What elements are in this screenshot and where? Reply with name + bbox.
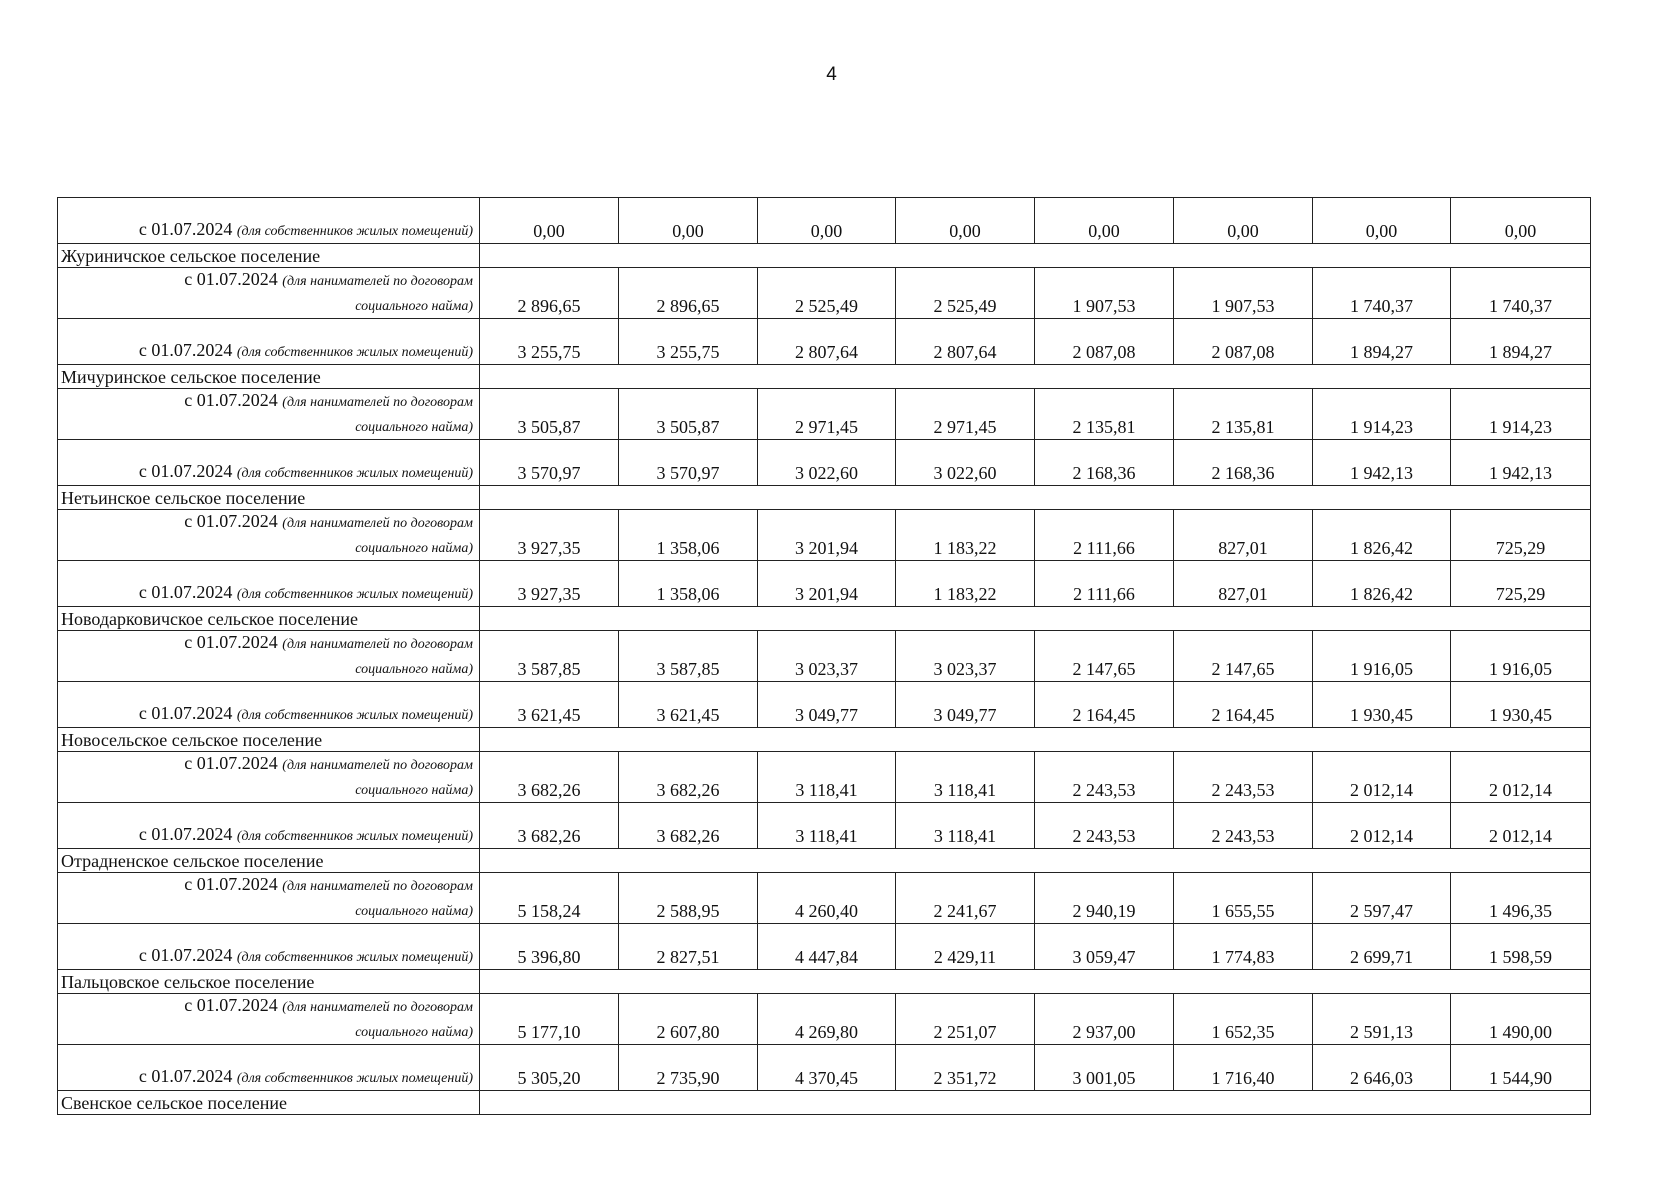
row-label (58, 682, 480, 728)
row-label (58, 440, 480, 486)
tariff-value-cell: 3 255,75 (619, 319, 758, 365)
tariff-value-cell: 3 682,26 (619, 752, 758, 803)
section-row (58, 970, 1591, 994)
row-label-date: с 01.07.2024 (184, 632, 278, 652)
section-row (58, 1091, 1591, 1115)
tariff-value-cell: 2 243,53 (1035, 803, 1174, 849)
tariff-value-cell: 2 111,66 (1035, 561, 1174, 607)
row-label-date: с 01.07.2024 (138, 219, 233, 239)
tariff-value-cell: 2 971,45 (758, 389, 896, 440)
owners-tariff-row (58, 319, 1591, 365)
tariff-value-cell: 0,00 (480, 198, 619, 244)
tariff-value-cell: 3 682,26 (480, 803, 619, 849)
row-label (58, 631, 480, 682)
tariff-value-cell: 1 826,42 (1313, 561, 1451, 607)
row-label (58, 752, 480, 803)
tariff-value-cell: 3 022,60 (896, 440, 1035, 486)
tariff-value-cell: 1 496,35 (1451, 873, 1591, 924)
row-label-note: социального найма) (355, 783, 473, 798)
owners-tariff-row (58, 803, 1591, 849)
section-row (58, 244, 1591, 268)
owners-tariff-row (58, 561, 1591, 607)
tariff-value-cell: 2 429,11 (896, 924, 1035, 970)
tariff-value-cell: 2 241,67 (896, 873, 1035, 924)
owners-tariff-row (58, 198, 1591, 244)
tariff-value-cell: 3 682,26 (619, 803, 758, 849)
tariff-value-cell: 1 907,53 (1035, 268, 1174, 319)
section-title: Новосельское сельское поселение (58, 728, 480, 752)
tariff-value-cell: 3 927,35 (480, 510, 619, 561)
tariff-value-cell: 1 183,22 (896, 561, 1035, 607)
tenants-tariff-row (58, 268, 1591, 319)
tariff-value-cell: 4 269,80 (758, 994, 896, 1045)
tariff-value-cell: 2 896,65 (480, 268, 619, 319)
row-label-note: социального найма) (355, 662, 473, 677)
tariff-value-cell: 3 001,05 (1035, 1045, 1174, 1091)
row-label (58, 561, 480, 607)
tariff-value-cell: 2 588,95 (619, 873, 758, 924)
row-label-note: социального найма) (355, 904, 473, 919)
tariff-value-cell: 725,29 (1451, 561, 1591, 607)
row-label-note: (для собственников жилых помещений) (236, 345, 473, 360)
tariff-value-cell: 2 937,00 (1035, 994, 1174, 1045)
row-label (58, 1045, 480, 1091)
row-label-note: (для собственников жилых помещений) (236, 950, 473, 965)
tariff-value-cell: 1 894,27 (1313, 319, 1451, 365)
tariff-value-cell: 3 023,37 (758, 631, 896, 682)
tenants-tariff-row (58, 994, 1591, 1045)
tenants-tariff-row (58, 631, 1591, 682)
row-label-date: с 01.07.2024 (184, 511, 278, 531)
tariff-value-cell: 1 907,53 (1174, 268, 1313, 319)
tariff-value-cell: 3 255,75 (480, 319, 619, 365)
row-label-note: социального найма) (355, 420, 473, 435)
row-label-date: с 01.07.2024 (138, 582, 233, 602)
section-row (58, 849, 1591, 873)
row-label (58, 994, 480, 1045)
tenants-tariff-row (58, 389, 1591, 440)
tariff-value-cell: 2 243,53 (1174, 752, 1313, 803)
tariff-value-cell: 1 914,23 (1451, 389, 1591, 440)
tariff-value-cell: 5 396,80 (480, 924, 619, 970)
tariff-value-cell: 3 505,87 (480, 389, 619, 440)
section-blank-cell (480, 365, 1591, 389)
tariff-value-cell: 3 587,85 (480, 631, 619, 682)
row-label-note: социального найма) (355, 299, 473, 314)
tariff-value-cell: 1 716,40 (1174, 1045, 1313, 1091)
tariff-value-cell: 3 201,94 (758, 510, 896, 561)
tariff-value-cell: 1 183,22 (896, 510, 1035, 561)
tariff-value-cell: 2 351,72 (896, 1045, 1035, 1091)
tariff-value-cell: 3 022,60 (758, 440, 896, 486)
tariff-value-cell: 725,29 (1451, 510, 1591, 561)
tariff-value-cell: 1 598,59 (1451, 924, 1591, 970)
tariff-value-cell: 2 827,51 (619, 924, 758, 970)
tariff-table-body (58, 198, 1591, 1115)
tariff-value-cell: 5 177,10 (480, 994, 619, 1045)
tariff-value-cell: 2 135,81 (1174, 389, 1313, 440)
tariff-value-cell: 1 740,37 (1451, 268, 1591, 319)
tariff-value-cell: 2 597,47 (1313, 873, 1451, 924)
tariff-value-cell: 2 940,19 (1035, 873, 1174, 924)
row-label (58, 510, 480, 561)
tariff-value-cell: 2 164,45 (1174, 682, 1313, 728)
tariff-value-cell: 2 164,45 (1035, 682, 1174, 728)
tariff-value-cell: 2 591,13 (1313, 994, 1451, 1045)
tariff-value-cell: 4 370,45 (758, 1045, 896, 1091)
tariff-value-cell: 2 111,66 (1035, 510, 1174, 561)
tariff-value-cell: 1 930,45 (1451, 682, 1591, 728)
row-label-date: с 01.07.2024 (184, 390, 278, 410)
row-label (58, 198, 480, 244)
tariff-value-cell: 5 158,24 (480, 873, 619, 924)
row-label-note: социального найма) (355, 541, 473, 556)
tariff-value-cell: 2 012,14 (1451, 752, 1591, 803)
tariff-value-cell: 2 525,49 (896, 268, 1035, 319)
tariff-value-cell: 2 135,81 (1035, 389, 1174, 440)
tariff-value-cell: 1 916,05 (1451, 631, 1591, 682)
tariff-value-cell: 3 118,41 (758, 752, 896, 803)
row-label-note: (для нанимателей по договорам (282, 637, 473, 652)
row-label-date: с 01.07.2024 (138, 340, 233, 360)
section-blank-cell (480, 728, 1591, 752)
row-label (58, 389, 480, 440)
row-label-date: с 01.07.2024 (138, 945, 233, 965)
row-label-note: (для собственников жилых помещений) (236, 587, 473, 602)
section-blank-cell (480, 486, 1591, 510)
tariff-value-cell: 1 544,90 (1451, 1045, 1591, 1091)
row-label-note: (для нанимателей по договорам (282, 395, 473, 410)
tariff-value-cell: 2 087,08 (1035, 319, 1174, 365)
section-title: Журиничское сельское поселение (58, 244, 480, 268)
section-blank-cell (480, 970, 1591, 994)
tenants-tariff-row (58, 873, 1591, 924)
tariff-value-cell: 3 587,85 (619, 631, 758, 682)
tariff-value-cell: 1 942,13 (1451, 440, 1591, 486)
row-label-date: с 01.07.2024 (138, 824, 233, 844)
tariff-value-cell: 2 012,14 (1451, 803, 1591, 849)
tariff-value-cell: 827,01 (1174, 561, 1313, 607)
tariff-value-cell: 1 914,23 (1313, 389, 1451, 440)
row-label-note: (для собственников жилых помещений) (236, 829, 473, 844)
tariff-value-cell: 1 358,06 (619, 510, 758, 561)
tariff-value-cell: 3 059,47 (1035, 924, 1174, 970)
tariff-value-cell: 2 251,07 (896, 994, 1035, 1045)
owners-tariff-row (58, 1045, 1591, 1091)
tariff-value-cell: 3 570,97 (619, 440, 758, 486)
tariff-value-cell: 3 927,35 (480, 561, 619, 607)
tariff-value-cell: 0,00 (619, 198, 758, 244)
section-title: Нетьинское сельское поселение (58, 486, 480, 510)
tariff-value-cell: 0,00 (1451, 198, 1591, 244)
owners-tariff-row (58, 440, 1591, 486)
owners-tariff-row (58, 682, 1591, 728)
row-label-note: (для нанимателей по договорам (282, 879, 473, 894)
row-label (58, 803, 480, 849)
tariff-value-cell: 3 118,41 (758, 803, 896, 849)
tariff-value-cell: 4 260,40 (758, 873, 896, 924)
section-blank-cell (480, 607, 1591, 631)
tariff-value-cell: 1 930,45 (1313, 682, 1451, 728)
tariff-table (57, 197, 1591, 1115)
tariff-value-cell: 3 049,77 (758, 682, 896, 728)
row-label-date: с 01.07.2024 (138, 703, 233, 723)
row-label-note: (для собственников жилых помещений) (236, 224, 473, 239)
tariff-value-cell: 3 118,41 (896, 803, 1035, 849)
tariff-value-cell: 3 505,87 (619, 389, 758, 440)
tariff-value-cell: 2 012,14 (1313, 803, 1451, 849)
tariff-value-cell: 0,00 (1313, 198, 1451, 244)
tariff-value-cell: 2 896,65 (619, 268, 758, 319)
tariff-value-cell: 1 774,83 (1174, 924, 1313, 970)
tariff-value-cell: 2 607,80 (619, 994, 758, 1045)
tariff-value-cell: 2 699,71 (1313, 924, 1451, 970)
row-label (58, 268, 480, 319)
section-title: Новодарковичское сельское поселение (58, 607, 480, 631)
section-title: Отрадненское сельское поселение (58, 849, 480, 873)
tariff-value-cell: 3 023,37 (896, 631, 1035, 682)
tariff-value-cell: 827,01 (1174, 510, 1313, 561)
tariff-value-cell: 2 971,45 (896, 389, 1035, 440)
tariff-value-cell: 1 916,05 (1313, 631, 1451, 682)
tariff-value-cell: 2 525,49 (758, 268, 896, 319)
row-label-date: с 01.07.2024 (184, 269, 278, 289)
tariff-value-cell: 2 168,36 (1035, 440, 1174, 486)
tariff-value-cell: 3 621,45 (619, 682, 758, 728)
row-label-note: (для нанимателей по договорам (282, 516, 473, 531)
tariff-value-cell: 2 168,36 (1174, 440, 1313, 486)
row-label-note: (для нанимателей по договорам (282, 758, 473, 773)
tariff-value-cell: 2 012,14 (1313, 752, 1451, 803)
section-title: Свенское сельское поселение (58, 1091, 480, 1115)
row-label (58, 873, 480, 924)
tariff-value-cell: 1 655,55 (1174, 873, 1313, 924)
section-row (58, 607, 1591, 631)
tariff-value-cell: 1 490,00 (1451, 994, 1591, 1045)
tariff-value-cell: 2 243,53 (1035, 752, 1174, 803)
tariff-value-cell: 3 118,41 (896, 752, 1035, 803)
row-label-note: (для собственников жилых помещений) (236, 708, 473, 723)
tariff-value-cell: 3 049,77 (896, 682, 1035, 728)
section-title: Пальцовское сельское поселение (58, 970, 480, 994)
section-title: Мичуринское сельскоe поселение (58, 365, 480, 389)
tariff-value-cell: 2 147,65 (1174, 631, 1313, 682)
owners-tariff-row (58, 924, 1591, 970)
tariff-value-cell: 1 942,13 (1313, 440, 1451, 486)
section-row (58, 486, 1591, 510)
row-label-date: с 01.07.2024 (138, 1066, 233, 1086)
row-label (58, 924, 480, 970)
tariff-value-cell: 3 570,97 (480, 440, 619, 486)
tariff-value-cell: 1 740,37 (1313, 268, 1451, 319)
tariff-value-cell: 3 621,45 (480, 682, 619, 728)
tariff-value-cell: 0,00 (758, 198, 896, 244)
tariff-value-cell: 0,00 (1174, 198, 1313, 244)
tariff-value-cell: 2 807,64 (896, 319, 1035, 365)
row-label-note: социального найма) (355, 1025, 473, 1040)
tariff-value-cell: 2 087,08 (1174, 319, 1313, 365)
tariff-value-cell: 5 305,20 (480, 1045, 619, 1091)
tenants-tariff-row (58, 510, 1591, 561)
row-label-note: (для собственников жилых помещений) (236, 1071, 473, 1086)
section-row (58, 728, 1591, 752)
tariff-value-cell: 4 447,84 (758, 924, 896, 970)
tariff-value-cell: 2 735,90 (619, 1045, 758, 1091)
section-row (58, 365, 1591, 389)
tariff-value-cell: 3 201,94 (758, 561, 896, 607)
section-blank-cell (480, 244, 1591, 268)
page-number: 4 (826, 64, 837, 85)
row-label-note: (для нанимателей по договорам (282, 1000, 473, 1015)
tariff-value-cell: 2 646,03 (1313, 1045, 1451, 1091)
tariff-value-cell: 2 243,53 (1174, 803, 1313, 849)
row-label-note: (для нанимателей по договорам (282, 274, 473, 289)
tariff-value-cell: 1 358,06 (619, 561, 758, 607)
tariff-value-cell: 0,00 (1035, 198, 1174, 244)
tariff-value-cell: 2 807,64 (758, 319, 896, 365)
tariff-value-cell: 1 826,42 (1313, 510, 1451, 561)
row-label-note: (для собственников жилых помещений) (236, 466, 473, 481)
tenants-tariff-row (58, 752, 1591, 803)
tariff-value-cell: 1 894,27 (1451, 319, 1591, 365)
row-label-date: с 01.07.2024 (184, 995, 278, 1015)
section-blank-cell (480, 1091, 1591, 1115)
row-label-date: с 01.07.2024 (184, 753, 278, 773)
tariff-value-cell: 0,00 (896, 198, 1035, 244)
tariff-value-cell: 1 652,35 (1174, 994, 1313, 1045)
row-label-date: с 01.07.2024 (184, 874, 278, 894)
row-label-date: с 01.07.2024 (138, 461, 233, 481)
tariff-value-cell: 3 682,26 (480, 752, 619, 803)
row-label (58, 319, 480, 365)
tariff-value-cell: 2 147,65 (1035, 631, 1174, 682)
section-blank-cell (480, 849, 1591, 873)
